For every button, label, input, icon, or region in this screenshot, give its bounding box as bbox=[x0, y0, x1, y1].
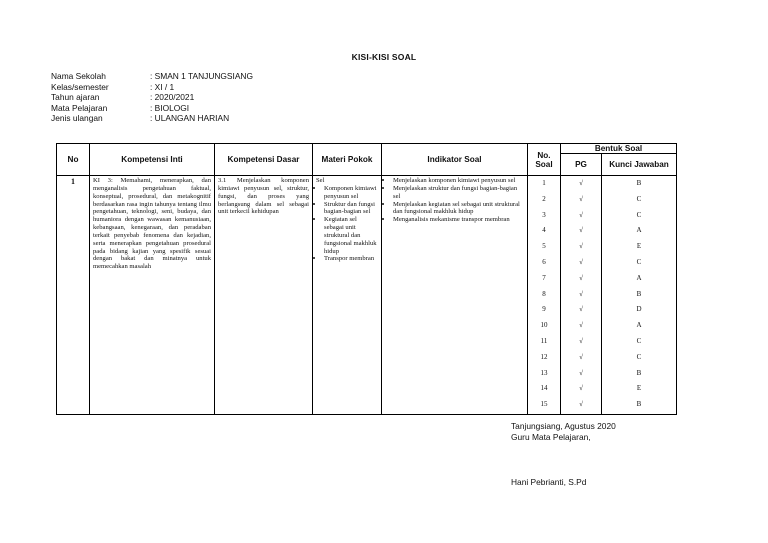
header-kunci-jawaban: Kunci Jawaban bbox=[602, 154, 677, 176]
header-no: No bbox=[57, 144, 90, 176]
pg-check: √ bbox=[579, 289, 583, 298]
page-title: KISI-KISI SOAL bbox=[351, 52, 417, 62]
info-label: Tahun ajaran bbox=[51, 92, 100, 103]
no-soal-value: 1 bbox=[542, 179, 546, 187]
no-soal-value: 10 bbox=[540, 321, 548, 330]
header-kompetensi-inti: Kompetensi Inti bbox=[90, 144, 215, 176]
kunci-value: B bbox=[636, 179, 642, 187]
pg-check: √ bbox=[579, 384, 583, 393]
header-materi-pokok: Materi Pokok bbox=[313, 144, 382, 176]
indikator-item: • Menjelaskan struktur dan fungsi bagian-bagian sel bbox=[393, 185, 524, 201]
info-row-class bbox=[51, 82, 253, 93]
info-row-school bbox=[51, 71, 253, 82]
pg-check: √ bbox=[579, 257, 583, 266]
no-soal-value: 8 bbox=[542, 289, 546, 298]
pg-check: √ bbox=[579, 400, 583, 409]
kunci-value: A bbox=[636, 226, 642, 235]
no-soal-value: 14 bbox=[540, 384, 548, 393]
kompetensi-inti-text: KI 3: Memahami, menerapkan, dan menganalisis pengetahuan faktual, konseptual, prosedural, dan metakognitif berdasarkan rasa ingin tahunya tentang ilmu pengetahuan, teknologi, seni, budaya, dan humaniora dengan wawasan kemanusiaan, kebangsaan, kenegaraan, dan peradaban terkait penyebab fenomena dan kejadian, serta menerapkan pengetahuan prosedural pada bidang kajian yang spesifik sesuai dengan bakat dan minatnya untuk memecahkan masalah bbox=[93, 177, 211, 271]
signer-name: Hani Pebrianti, S.Pd bbox=[511, 477, 587, 487]
header-pg: PG bbox=[561, 154, 602, 176]
pg-check: √ bbox=[579, 226, 583, 235]
header-kompetensi-dasar: Kompetensi Dasar bbox=[215, 144, 313, 176]
cell-kompetensi-inti bbox=[90, 176, 215, 415]
signature-block bbox=[511, 421, 616, 443]
info-label: Nama Sekolah bbox=[51, 71, 106, 81]
kunci-value: A bbox=[636, 321, 642, 330]
kisi-kisi-table bbox=[56, 143, 677, 415]
pg-check: √ bbox=[579, 352, 583, 361]
pg-check: √ bbox=[579, 321, 583, 330]
header-indikator-soal: Indikator Soal bbox=[382, 144, 528, 176]
cell-no-soal bbox=[528, 176, 561, 415]
no-soal-value: 9 bbox=[542, 305, 546, 314]
info-value: : XI / 1 bbox=[150, 81, 175, 92]
indikator-body bbox=[382, 176, 527, 225]
document-info bbox=[51, 71, 253, 124]
no-soal-value: 2 bbox=[542, 194, 546, 203]
pg-check: √ bbox=[579, 179, 583, 187]
kunci-value: B bbox=[636, 368, 642, 377]
no-soal-value: 4 bbox=[542, 226, 546, 235]
info-label: Kelas/semester bbox=[51, 81, 109, 92]
pg-check: √ bbox=[579, 194, 583, 203]
materi-pokok-heading: Sel bbox=[316, 177, 325, 184]
materi-pokok-item: • Transpor membran bbox=[324, 255, 378, 263]
no-soal-value: 7 bbox=[542, 273, 546, 282]
header-bentuk-soal: Bentuk Soal bbox=[561, 144, 677, 154]
kunci-value: C bbox=[636, 336, 642, 345]
cell-kompetensi-dasar bbox=[215, 176, 313, 415]
pg-check: √ bbox=[579, 336, 583, 345]
pg-check: √ bbox=[579, 368, 583, 377]
materi-pokok-item: • Struktur dan fungsi bagian-bagian sel bbox=[324, 201, 378, 217]
pg-check: √ bbox=[579, 273, 583, 282]
kunci-value: C bbox=[636, 210, 642, 219]
kompetensi-dasar-text: 3.1 Menjelaskan komponen kimiawi penyusun sel, struktur, fungsi, dan proses yang berlangsung dalam sel sebagai unit terkecil kehidupan bbox=[218, 177, 309, 216]
kunci-value: B bbox=[636, 289, 642, 298]
kunci-value: D bbox=[636, 305, 642, 314]
signer-role: Guru Mata Pelajaran, bbox=[511, 432, 591, 442]
info-row-year bbox=[51, 92, 253, 103]
no-soal-value: 6 bbox=[542, 257, 546, 266]
info-value: : ULANGAN HARIAN bbox=[150, 113, 230, 124]
info-row-subject bbox=[51, 103, 253, 114]
info-value: : BIOLOGI bbox=[150, 102, 190, 113]
no-soal-value: 11 bbox=[540, 336, 548, 345]
cell-kunci bbox=[602, 176, 677, 415]
cell-indikator-soal bbox=[382, 176, 528, 415]
kunci-value: C bbox=[636, 257, 642, 266]
no-soal-value: 15 bbox=[540, 400, 548, 409]
indikator-item: • Menjelaskan komponen kimiawi penyusun sel bbox=[393, 177, 524, 185]
cell-pg bbox=[561, 176, 602, 415]
no-soal-value: 13 bbox=[540, 368, 548, 377]
kunci-value: E bbox=[636, 384, 642, 393]
kunci-value: E bbox=[636, 242, 642, 251]
kunci-value: A bbox=[636, 273, 642, 282]
info-value: : SMAN 1 TANJUNGSIANG bbox=[150, 71, 253, 81]
info-value: : 2020/2021 bbox=[150, 92, 195, 103]
indikator-item: • Menganalisis mekanisme transpor membran bbox=[393, 216, 524, 224]
place-date: Tanjungsiang, Agustus 2020 bbox=[511, 421, 616, 431]
indikator-list bbox=[385, 177, 524, 224]
info-row-exam-type bbox=[51, 113, 253, 124]
cell-materi-pokok bbox=[313, 176, 382, 415]
no-soal-value: 3 bbox=[542, 210, 546, 219]
row-no bbox=[57, 176, 90, 415]
materi-pokok-item: • Komponen kimiawi penyusun sel bbox=[324, 185, 378, 201]
indikator-item: • Menjelaskan kegiatan sel sebagai unit struktural dan fungsional makhluk hidup bbox=[393, 201, 524, 217]
materi-pokok-item: • Kegiatan sel sebagai unit struktural dan fungsional makhluk hidup bbox=[324, 216, 378, 255]
kunci-value: C bbox=[636, 194, 642, 203]
info-label: Jenis ulangan bbox=[51, 113, 103, 124]
materi-pokok-list bbox=[316, 185, 378, 263]
materi-pokok-body bbox=[313, 176, 381, 264]
kunci-value: B bbox=[636, 400, 642, 409]
pg-check: √ bbox=[579, 210, 583, 219]
no-soal-value: 5 bbox=[542, 242, 546, 251]
info-label: Mata Pelajaran bbox=[51, 102, 108, 113]
pg-check: √ bbox=[579, 242, 583, 251]
no-soal-value: 12 bbox=[540, 352, 548, 361]
header-no-soal: No. Soal bbox=[528, 144, 561, 176]
pg-check: √ bbox=[579, 305, 583, 314]
kunci-value: C bbox=[636, 352, 642, 361]
row-no-text: 1 bbox=[71, 177, 75, 186]
